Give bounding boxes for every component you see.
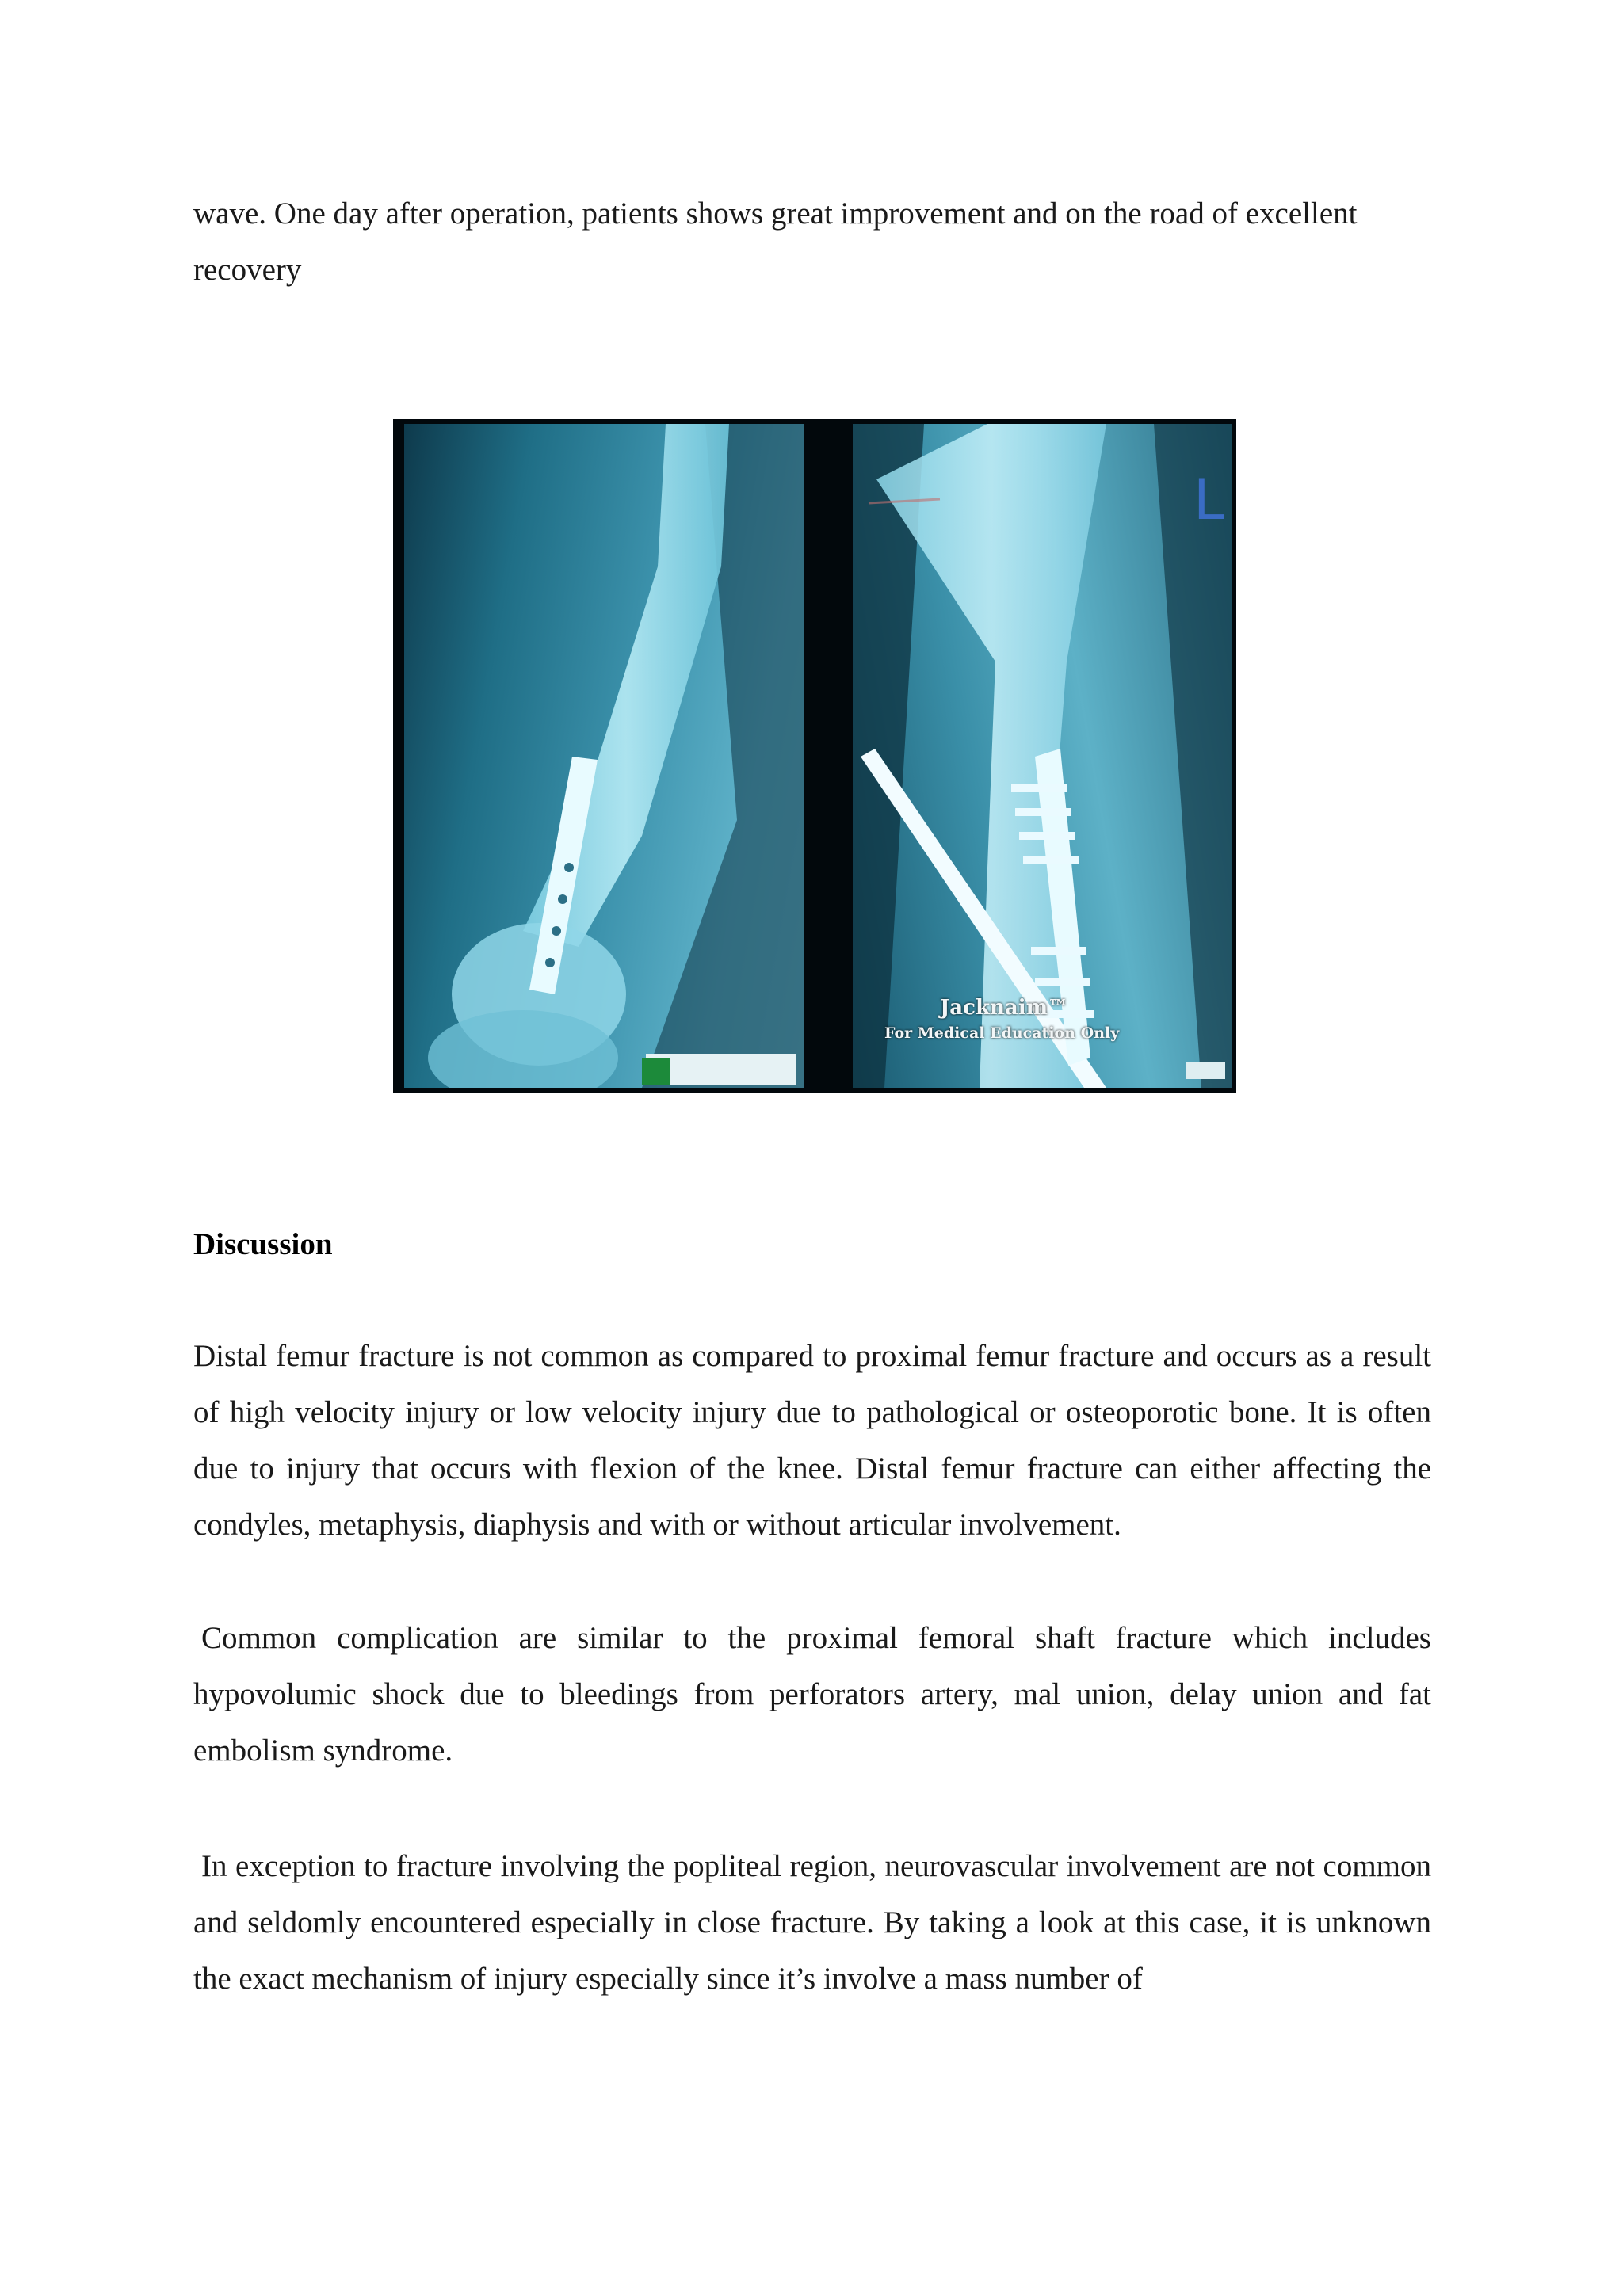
xray-side-marker: L [1193, 467, 1224, 532]
xray-panel-right [853, 424, 1232, 1088]
discussion-paragraph-2: Common complication are similar to the proximal femoral shaft fracture which includes hypovolumic shock due to bleedings from perforators artery, mal union, delay union and fat embolism syndrome. [193, 1621, 1431, 1768]
xray-figure [393, 419, 1236, 1093]
discussion-paragraph-3: In exception to fracture involving the popliteal region, neurovascular involvement are not common and seldomly encountered especially in close fracture. By taking a look at this case, it is unknown the exact mechanism of injury especially since it’s involve a mass number of [193, 1849, 1431, 1996]
discussion-paragraph-1: Distal femur fracture is not common as compared to proximal femur fracture and occurs as a result of high velocity injury or low velocity injury due to pathological or osteoporotic bone. It is often due to injury that occurs with flexion of the knee. Distal femur fracture can either affecting the condyles, metaphysis, diaphysis and with or without articular involvement. [193, 1339, 1431, 1542]
intro-paragraph: wave. One day after operation, patients shows great improvement and on the road of excellent recovery [193, 196, 1358, 287]
xray-left-image [404, 424, 804, 1088]
watermark-subtitle: For Medical Education Only [884, 1024, 1120, 1042]
xray-right-image [853, 424, 1232, 1088]
xray-panel-left [404, 424, 804, 1088]
discussion-heading: Discussion [193, 1227, 333, 1261]
watermark-title: Jacknaim™ [940, 996, 1069, 1020]
